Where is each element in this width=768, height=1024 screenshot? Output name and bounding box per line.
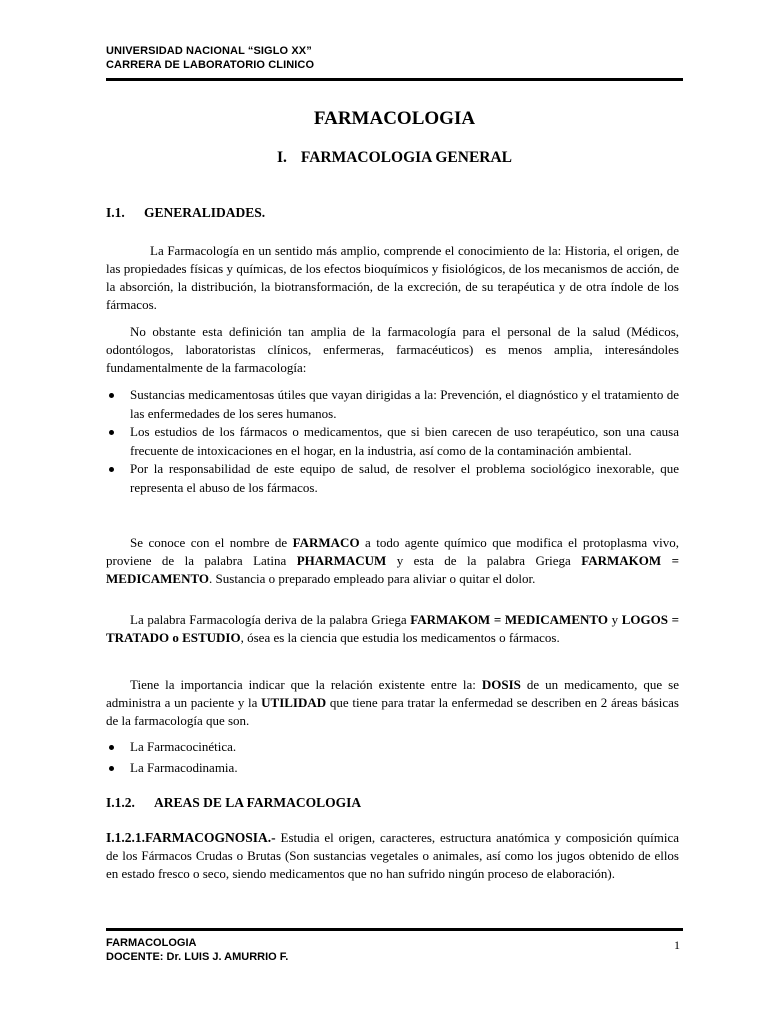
paragraph-6-text bbox=[106, 829, 679, 883]
paragraph-2-text: No obstante esta definición tan amplia de la farmacología para el personal de la salud (Médicos, odontólogos, laboratoristas clínicos, enfermeras, farmacéuticos) es menos amplia, interesándoles fundamentalmente de la farmacología: bbox=[106, 324, 679, 375]
bullet-icon bbox=[109, 766, 114, 771]
list-item bbox=[106, 738, 679, 756]
paragraph-2 bbox=[106, 323, 679, 377]
bullet-icon bbox=[109, 467, 114, 472]
list-item-text: Sustancias medicamentosas útiles que vayan dirigidas a la: Prevención, el diagnóstico y el tratamiento de las enfermedades de los seres humanos. bbox=[130, 387, 679, 421]
text-run: de un medicamento, que se administra a un paciente y la bbox=[106, 677, 679, 710]
list-item bbox=[106, 460, 679, 497]
term-pharmacum: PHARMACUM bbox=[296, 553, 387, 568]
list-item bbox=[106, 386, 679, 423]
subsection-heading-generalidades bbox=[106, 205, 265, 221]
list-item-text: La Farmacodinamia. bbox=[130, 760, 238, 775]
section-heading bbox=[106, 149, 683, 167]
header-rule bbox=[106, 78, 683, 81]
bullet-list-1 bbox=[106, 386, 679, 497]
subsection-number: I.1. bbox=[106, 205, 125, 220]
paragraph-5-text bbox=[106, 676, 679, 730]
subsection-title: GENERALIDADES. bbox=[144, 205, 266, 220]
text-run: y esta de la palabra Griega bbox=[386, 553, 582, 568]
text-run: Estudia el origen, caracteres, estructura anatómica y composición química de los Fármacos Crudas o Brutas (Son sustancias vegetales o animales, así como los jugos obtenido de ellos en estado fresco o seco, siendo medicamentos que no han sufrido ningún proceso de elaboración). bbox=[106, 830, 679, 881]
paragraph-6 bbox=[106, 829, 679, 883]
paragraph-1 bbox=[106, 242, 679, 314]
page-header bbox=[106, 44, 680, 72]
text-run: y bbox=[607, 612, 622, 627]
list-item-text: Los estudios de los fármacos o medicamentos, que si bien carecen de uso terapéutico, son una causa frecuente de intoxicaciones en el hogar, en la industria, así como de la contaminación ambiental. bbox=[130, 424, 679, 458]
page-number: 1 bbox=[674, 938, 680, 952]
list-item bbox=[106, 423, 679, 460]
term-utilidad: UTILIDAD bbox=[261, 695, 327, 710]
bullet-icon bbox=[109, 393, 114, 398]
footer-teacher: DOCENTE: Dr. LUIS J. AMURRIO F. bbox=[106, 951, 289, 963]
paragraph-5 bbox=[106, 676, 679, 730]
section-number: I. bbox=[276, 149, 287, 166]
list-item-text: La Farmacocinética. bbox=[130, 739, 237, 754]
term-farmakom: FARMAKOM = MEDICAMENTO bbox=[410, 612, 608, 627]
text-run: La palabra Farmacología deriva de la palabra Griega bbox=[130, 612, 411, 627]
document-title: FARMACOLOGIA bbox=[313, 108, 476, 129]
term-logos: LOGOS = TRATADO o ESTUDIO bbox=[106, 612, 679, 645]
paragraph-4-text bbox=[106, 611, 679, 647]
paragraph-4 bbox=[106, 611, 679, 647]
header-career: CARRERA DE LABORATORIO CLINICO bbox=[106, 59, 315, 71]
text-run: Se conoce con el nombre de bbox=[130, 535, 293, 550]
text-run: Tiene la importancia indicar que la relación existente entre la: bbox=[130, 677, 482, 692]
subsection-number: I.1.2. bbox=[106, 795, 135, 810]
text-run: . Sustancia o preparado empleado para aliviar o quitar el dolor. bbox=[209, 571, 536, 586]
subsection-title: AREAS DE LA FARMACOLOGIA bbox=[154, 795, 362, 810]
text-run: , ósea es la ciencia que estudia los medicamentos o fármacos. bbox=[240, 630, 560, 645]
paragraph-1-text: La Farmacología en un sentido más amplio, comprende el conocimiento de la: Historia, el origen, de las propiedades físicas y químicas, de los efectos bioquímicos y fisiológicos, de los mecanismos de acción, de la absorción, la distribución, la biotransformación, de la excreción, de su terapéutica y de otra índole de los fármacos. bbox=[106, 243, 679, 312]
page-footer bbox=[106, 936, 683, 964]
bullet-list-2 bbox=[106, 738, 679, 780]
farmacognosia-heading: I.1.2.1.FARMACOGNOSIA.- bbox=[106, 830, 276, 845]
list-item-text: Por la responsabilidad de este equipo de salud, de resolver el problema sociológico inexorable, que representa el abuso de los fármacos. bbox=[130, 461, 679, 495]
subsection-heading-areas bbox=[106, 795, 361, 811]
paragraph-3-text bbox=[106, 534, 679, 588]
header-university: UNIVERSIDAD NACIONAL “SIGLO XX” bbox=[106, 45, 312, 57]
bullet-icon bbox=[109, 745, 114, 750]
footer-rule bbox=[106, 928, 683, 931]
term-dosis: DOSIS bbox=[481, 677, 521, 692]
term-farmaco: FARMACO bbox=[292, 535, 360, 550]
list-item bbox=[106, 759, 679, 777]
footer-subject: FARMACOLOGIA bbox=[106, 937, 197, 949]
section-title: FARMACOLOGIA GENERAL bbox=[300, 149, 513, 166]
bullet-icon bbox=[109, 430, 114, 435]
text-run: que tiene para tratar la enfermedad se describen en 2 áreas básicas de la farmacología que son. bbox=[106, 695, 679, 728]
paragraph-3 bbox=[106, 534, 679, 588]
term-farmakom: FARMAKOM = MEDICAMENTO bbox=[106, 553, 680, 586]
text-run: a todo agente químico que modifica el protoplasma vivo, proviene de la palabra Latina bbox=[106, 535, 679, 568]
